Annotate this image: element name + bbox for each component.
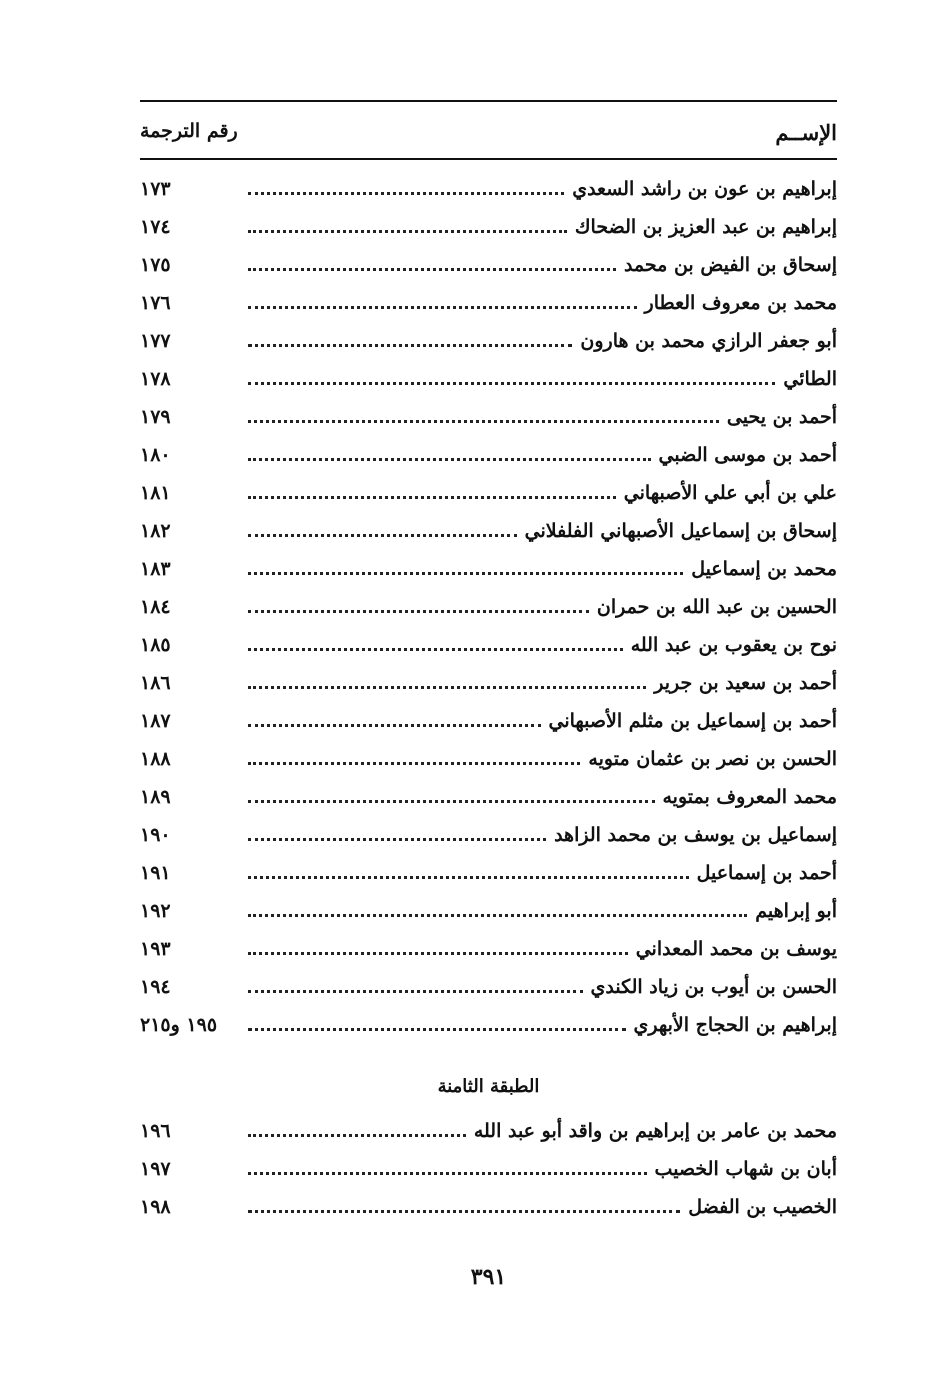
entry-number: ١٨٦: [140, 672, 171, 694]
index-page: [140, 100, 837, 1290]
entry-number: ١٨٧: [140, 710, 171, 732]
entry-number: ١٨٢: [140, 520, 171, 542]
entry-number: ١٩٣: [140, 938, 171, 960]
entry-name: علي بن أبي علي الأصبهاني: [623, 482, 837, 504]
dot-leader: [248, 990, 583, 993]
list-item: [140, 626, 837, 664]
dot-leader: [248, 1172, 647, 1175]
entry-number: ١٧٩: [140, 406, 171, 428]
entry-number: ١٧٨: [140, 368, 171, 390]
entry-name: محمد بن معروف العطار: [644, 292, 837, 314]
entry-name: إبراهيم بن الحجاج الأبهري: [633, 1014, 837, 1036]
list-item: [140, 246, 837, 284]
dot-leader: [248, 458, 651, 461]
dot-leader: [248, 724, 541, 727]
list-item: [140, 550, 837, 588]
list-item: [140, 512, 837, 550]
dot-leader: [248, 1134, 466, 1137]
section-title: الطبقة الثامنة: [437, 1076, 540, 1097]
dot-leader: [248, 230, 567, 233]
header-rule: [140, 158, 837, 160]
dot-leader: [248, 876, 689, 879]
dot-leader: [248, 952, 628, 955]
dot-leader: [248, 572, 683, 575]
entry-name: أحمد بن يحيى: [726, 406, 837, 428]
entry-number: ١٨٥: [140, 634, 171, 656]
dot-leader: [248, 344, 572, 347]
entry-name: أحمد بن سعيد بن جرير: [654, 672, 837, 694]
entry-name: أبو إبراهيم: [755, 900, 837, 922]
dot-leader: [248, 762, 580, 765]
dot-leader: [248, 800, 655, 803]
list-item: [140, 284, 837, 322]
entry-name: الحسين بن عبد الله بن حمران: [596, 596, 837, 618]
list-item: [140, 816, 837, 854]
dot-leader: [248, 610, 589, 613]
entry-name: أحمد بن إسماعيل: [696, 862, 837, 884]
list-item: [140, 588, 837, 626]
entry-name: إسحاق بن الفيض بن محمد: [623, 254, 837, 276]
entry-list: [140, 170, 837, 1044]
page-number: ٣٩١: [470, 1264, 507, 1290]
entry-name: أبو جعفر الرازي محمد بن هارون: [580, 330, 837, 352]
top-rule: [140, 100, 837, 102]
list-item: [140, 1112, 837, 1150]
dot-leader: [248, 268, 616, 271]
entry-number: ١٩٤: [140, 976, 171, 998]
entry-name: الحسن بن أيوب بن زياد الكندي: [590, 976, 837, 998]
dot-leader: [248, 420, 719, 423]
dot-leader: [248, 306, 637, 309]
list-item: [140, 702, 837, 740]
entry-name: الطائي: [783, 368, 837, 390]
entry-name: أحمد بن إسماعيل بن مثلم الأصبهاني: [548, 710, 837, 732]
entry-number: ١٨١: [140, 482, 171, 504]
entry-number: ١٩٥ و٢١٥: [140, 1014, 218, 1036]
list-item: [140, 322, 837, 360]
list-item: [140, 1150, 837, 1188]
entry-number: ١٩٢: [140, 900, 171, 922]
list-item: [140, 398, 837, 436]
entry-name: الحسن بن نصر بن عثمان متويه: [588, 748, 837, 770]
entry-number: ١٨٤: [140, 596, 171, 618]
section-entry-list: [140, 1112, 837, 1226]
dot-leader: [248, 914, 747, 917]
table-header: [140, 112, 837, 152]
dot-leader: [248, 382, 775, 385]
entry-name: إسحاق بن إسماعيل الأصبهاني الفلفلاني: [524, 520, 837, 542]
entry-name: نوح بن يعقوب بن عبد الله: [630, 634, 837, 656]
entry-name: الخصيب بن الفضل: [688, 1196, 837, 1218]
entry-number: ١٨٩: [140, 786, 171, 808]
dot-leader: [248, 686, 646, 689]
entry-number: ١٨٨: [140, 748, 171, 770]
entry-name: أبان بن شهاب الخصيب: [654, 1158, 837, 1180]
entry-number: ١٧٤: [140, 216, 171, 238]
dot-leader: [248, 496, 616, 499]
list-item: [140, 854, 837, 892]
list-item: [140, 778, 837, 816]
entry-name: إبراهيم بن عون بن راشد السعدي: [572, 178, 837, 200]
entry-name: محمد بن إسماعيل: [691, 558, 837, 580]
entry-number: ١٧٧: [140, 330, 171, 352]
list-item: [140, 170, 837, 208]
list-item: [140, 1006, 837, 1044]
dot-leader: [248, 534, 517, 537]
entry-number: ١٨٣: [140, 558, 171, 580]
entry-number: ١٩٨: [140, 1196, 171, 1218]
list-item: [140, 208, 837, 246]
entry-name: إبراهيم بن عبد العزيز بن الضحاك: [574, 216, 837, 238]
entry-number: ١٩٧: [140, 1158, 171, 1180]
name-column-heading: الإســم: [775, 120, 837, 145]
dot-leader: [248, 838, 546, 841]
list-item: [140, 1188, 837, 1226]
dot-leader: [248, 192, 564, 195]
list-item: [140, 436, 837, 474]
list-item: [140, 664, 837, 702]
list-item: [140, 930, 837, 968]
entry-name: أحمد بن موسى الضبي: [658, 444, 837, 466]
list-item: [140, 740, 837, 778]
entry-name: يوسف بن محمد المعداني: [635, 938, 837, 960]
entry-number: ١٩٦: [140, 1120, 171, 1142]
list-item: [140, 360, 837, 398]
entry-number: ١٨٠: [140, 444, 171, 466]
entry-name: محمد المعروف بمتويه: [662, 786, 837, 808]
entry-number: ١٩٠: [140, 824, 171, 846]
dot-leader: [248, 1210, 680, 1213]
entry-name: إسماعيل بن يوسف بن محمد الزاهد: [554, 824, 837, 846]
list-item: [140, 892, 837, 930]
list-item: [140, 968, 837, 1006]
entry-number: ١٩١: [140, 862, 171, 884]
dot-leader: [248, 648, 623, 651]
dot-leader: [248, 1028, 626, 1031]
number-column-heading: رقم الترجمة: [140, 120, 238, 142]
entry-number: ١٧٦: [140, 292, 171, 314]
entry-name: محمد بن عامر بن إبراهيم بن واقد أبو عبد الله: [473, 1120, 837, 1142]
entry-number: ١٧٥: [140, 254, 171, 276]
list-item: [140, 474, 837, 512]
entry-number: ١٧٣: [140, 178, 171, 200]
